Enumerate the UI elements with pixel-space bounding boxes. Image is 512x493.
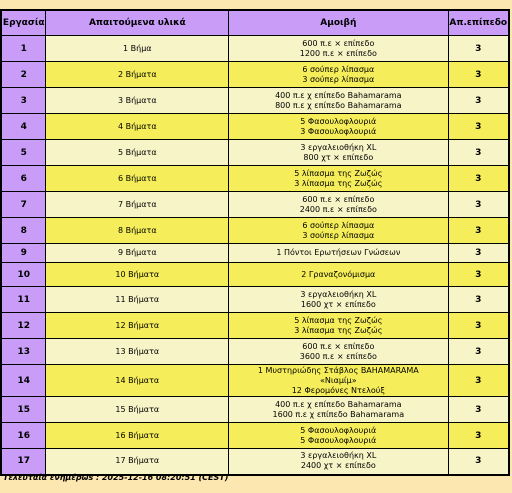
required-materials: 6 Βήματα	[46, 166, 229, 192]
reward-line: 5 Φασουλοφλουριά	[300, 425, 377, 435]
task-number: 14	[1, 365, 46, 397]
task-number: 12	[1, 313, 46, 339]
reward-cell	[229, 62, 448, 88]
reward-line: 3 σούπερ λίπασμα	[302, 74, 375, 84]
table-row	[1, 88, 509, 114]
reward-cell	[229, 114, 448, 140]
table-row	[1, 423, 509, 449]
reward-line: 2400 χτ × επίπεδο	[300, 461, 376, 471]
reward-line: 3 λίπασμα της Ζωζώς	[294, 325, 383, 335]
task-number: 16	[1, 423, 46, 449]
required-materials: 8 Βήματα	[46, 218, 229, 244]
reward-line: 6 σούπερ λίπασμα	[302, 64, 375, 74]
required-level: 3	[448, 88, 509, 114]
required-materials: 2 Βήματα	[46, 62, 229, 88]
table-row	[1, 140, 509, 166]
table-row	[1, 287, 509, 313]
task-number: 7	[1, 192, 46, 218]
reward-line: 1 Μυστηριώδης Στάβλος BAHAMARAMA	[257, 365, 419, 375]
reward-line: 2 Γραναζονόμισμα	[301, 269, 376, 279]
required-materials: 15 Βήματα	[46, 397, 229, 423]
task-number: 6	[1, 166, 46, 192]
header-materials: Απαιτούμενα υλικά	[46, 10, 229, 36]
task-number: 17	[1, 449, 46, 475]
reward-line: 3 σούπερ λίπασμα	[302, 230, 375, 240]
header-task: Εργασία	[1, 10, 46, 36]
reward-line: 400 π.ε χ επίπεδο Bahamarama	[275, 399, 402, 409]
task-number: 15	[1, 397, 46, 423]
required-level: 3	[448, 449, 509, 475]
required-materials: 5 Βήματα	[46, 140, 229, 166]
reward-line: 600 π.ε × επίπεδο	[302, 38, 375, 48]
reward-line: 12 Φερομόνες Ντελούξ	[291, 385, 385, 395]
required-level: 3	[448, 114, 509, 140]
reward-line: 600 π.ε × επίπεδο	[302, 194, 375, 204]
task-number: 13	[1, 339, 46, 365]
table-row	[1, 397, 509, 423]
reward-cell	[229, 423, 448, 449]
header-row	[1, 10, 509, 36]
required-level: 3	[448, 192, 509, 218]
reward-line: 1600 χτ × επίπεδο	[300, 299, 376, 309]
task-number: 9	[1, 244, 46, 263]
required-level: 3	[448, 339, 509, 365]
reward-cell	[229, 313, 448, 339]
table-row	[1, 339, 509, 365]
reward-line: 3 Φασουλοφλουριά	[300, 126, 377, 136]
reward-cell	[229, 263, 448, 287]
table-row	[1, 62, 509, 88]
table-row	[1, 313, 509, 339]
reward-cell	[229, 88, 448, 114]
table-row	[1, 263, 509, 287]
required-materials: 9 Βήματα	[46, 244, 229, 263]
required-level: 3	[448, 244, 509, 263]
required-level: 3	[448, 36, 509, 62]
reward-cell	[229, 339, 448, 365]
reward-line: 800 χτ × επίπεδο	[303, 152, 374, 162]
table-row	[1, 218, 509, 244]
task-number: 1	[1, 36, 46, 62]
reward-line: 600 π.ε × επίπεδο	[302, 341, 375, 351]
task-number: 11	[1, 287, 46, 313]
header-level: Απ.επίπεδο	[448, 10, 509, 36]
reward-line: 5 λίπασμα της Ζωζώς	[294, 315, 383, 325]
reward-cell	[229, 36, 448, 62]
table-row	[1, 192, 509, 218]
required-level: 3	[448, 62, 509, 88]
required-level: 3	[448, 287, 509, 313]
table-row	[1, 449, 509, 475]
reward-cell	[229, 449, 448, 475]
reward-cell	[229, 166, 448, 192]
header-reward: Αμοιβή	[229, 10, 448, 36]
reward-line: 5 λίπασμα της Ζωζώς	[294, 168, 383, 178]
task-number: 10	[1, 263, 46, 287]
required-level: 3	[448, 365, 509, 397]
table-row	[1, 36, 509, 62]
reward-cell	[229, 365, 448, 397]
required-level: 3	[448, 263, 509, 287]
last-updated-footer: Τελευταία ενημέρωs : 2025-12-16 08:20:51 (CEST)	[3, 473, 229, 482]
reward-line: 800 π.ε χ επίπεδο Bahamarama	[275, 100, 402, 110]
reward-line: 5 Φασουλοφλουριά	[300, 116, 377, 126]
reward-line: 5 Φασουλοφλουριά	[300, 435, 377, 445]
required-level: 3	[448, 218, 509, 244]
task-number: 2	[1, 62, 46, 88]
required-materials: 1 Βήμα	[46, 36, 229, 62]
reward-line: 3 εργαλειοθήκη XL	[300, 142, 377, 152]
reward-line: 1600 π.ε χ επίπεδο Bahamarama	[272, 409, 405, 419]
task-number: 3	[1, 88, 46, 114]
reward-line: 3 εργαλειοθήκη XL	[300, 289, 377, 299]
reward-cell	[229, 397, 448, 423]
reward-line: 6 σούπερ λίπασμα	[302, 220, 375, 230]
required-materials: 16 Βήματα	[46, 423, 229, 449]
task-number: 5	[1, 140, 46, 166]
required-materials: 7 Βήματα	[46, 192, 229, 218]
reward-line: 400 π.ε χ επίπεδο Bahamarama	[275, 90, 402, 100]
reward-line: «Νιαμίμ»	[319, 375, 357, 385]
reward-line: 3 εργαλειοθήκη XL	[300, 451, 377, 461]
required-materials: 11 Βήματα	[46, 287, 229, 313]
required-materials: 17 Βήματα	[46, 449, 229, 475]
reward-line: 2400 π.ε × επίπεδο	[299, 204, 377, 214]
reward-cell	[229, 244, 448, 263]
table-row	[1, 244, 509, 263]
reward-cell	[229, 287, 448, 313]
task-number: 8	[1, 218, 46, 244]
required-level: 3	[448, 166, 509, 192]
table-row	[1, 166, 509, 192]
table-row	[1, 114, 509, 140]
required-level: 3	[448, 397, 509, 423]
required-materials: 13 Βήματα	[46, 339, 229, 365]
reward-line: 3 λίπασμα της Ζωζώς	[294, 178, 383, 188]
required-materials: 4 Βήματα	[46, 114, 229, 140]
required-materials: 3 Βήματα	[46, 88, 229, 114]
reward-cell	[229, 192, 448, 218]
task-number: 4	[1, 114, 46, 140]
reward-line: 1200 π.ε × επίπεδο	[299, 48, 377, 58]
required-materials: 10 Βήματα	[46, 263, 229, 287]
reward-line: 1 Πόντοι Ερωτήσεων Γνώσεων	[276, 248, 401, 257]
required-level: 3	[448, 140, 509, 166]
reward-cell	[229, 140, 448, 166]
tasks-table	[0, 9, 510, 476]
required-level: 3	[448, 313, 509, 339]
required-materials: 12 Βήματα	[46, 313, 229, 339]
reward-cell	[229, 218, 448, 244]
required-level: 3	[448, 423, 509, 449]
required-materials: 14 Βήματα	[46, 365, 229, 397]
table-row	[1, 365, 509, 397]
reward-line: 3600 π.ε × επίπεδο	[299, 351, 377, 361]
